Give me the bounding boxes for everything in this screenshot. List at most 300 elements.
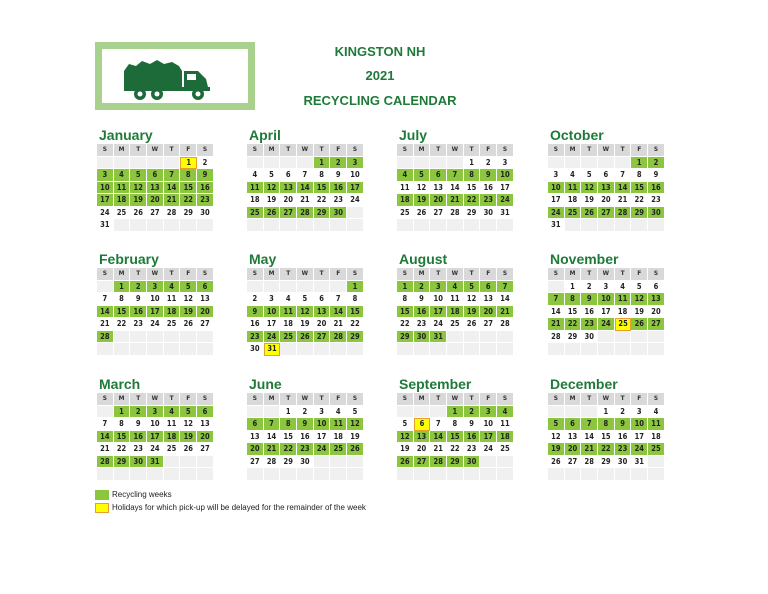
day-cell: 5 [581,169,598,182]
day-cell: 6 [197,406,214,419]
day-cell: 8 [447,418,464,431]
empty-cell [197,456,214,469]
day-cell: 21 [497,306,514,319]
day-cell: 16 [464,431,481,444]
weekday-header: S [197,393,214,406]
day-cell: 10 [430,293,447,306]
day-cell: 19 [581,194,598,207]
month-name: May [249,251,277,267]
day-cell: 31 [430,331,447,344]
day-cell: 25 [280,331,297,344]
day-cell: 21 [548,318,565,331]
day-cell: 14 [548,306,565,319]
empty-cell [480,468,497,481]
day-cell: 24 [631,443,648,456]
day-cell: 20 [247,443,264,456]
day-cell: 29 [565,331,582,344]
weekday-header: T [430,268,447,281]
calendar-subtitle: RECYCLING CALENDAR [303,93,457,108]
weekday-header: S [347,144,364,157]
day-cell: 27 [280,207,297,220]
day-cell: 23 [581,318,598,331]
day-cell: 14 [264,431,281,444]
weekday-header: F [180,144,197,157]
day-cell: 18 [164,306,181,319]
empty-cell [648,219,665,232]
empty-cell [130,219,147,232]
day-cell: 13 [314,306,331,319]
empty-cell [430,157,447,170]
day-cell: 20 [430,194,447,207]
day-cell: 15 [447,431,464,444]
empty-cell [164,468,181,481]
day-cell: 26 [180,318,197,331]
day-cell: 23 [247,331,264,344]
day-cell: 21 [615,194,632,207]
empty-cell [264,468,281,481]
day-cell: 11 [114,182,131,195]
day-cell: 14 [297,182,314,195]
day-cell: 24 [147,443,164,456]
month-grid [97,268,214,356]
day-cell: 9 [615,418,632,431]
empty-cell [631,468,648,481]
empty-cell [648,456,665,469]
weekday-header: W [447,393,464,406]
day-cell: 4 [615,281,632,294]
day-cell: 1 [598,406,615,419]
weekday-header: T [464,144,481,157]
day-cell: 23 [648,194,665,207]
empty-cell [565,343,582,356]
weekday-header: W [147,393,164,406]
empty-cell [147,157,164,170]
day-cell: 25 [164,318,181,331]
day-cell: 26 [548,456,565,469]
day-cell: 7 [447,169,464,182]
day-cell: 8 [180,169,197,182]
day-cell: 24 [480,443,497,456]
month-february [97,251,214,356]
day-cell: 12 [581,182,598,195]
day-cell: 20 [147,194,164,207]
day-cell: 28 [297,207,314,220]
empty-cell [615,157,632,170]
empty-cell [114,157,131,170]
day-cell: 2 [464,406,481,419]
day-cell: 31 [548,219,565,232]
day-cell: 28 [97,456,114,469]
empty-cell [430,468,447,481]
day-cell: 23 [464,443,481,456]
empty-cell [480,219,497,232]
empty-cell [347,219,364,232]
day-cell: 13 [480,293,497,306]
day-cell: 19 [180,306,197,319]
day-cell: 19 [264,194,281,207]
day-cell: 30 [414,331,431,344]
month-name: March [99,376,141,392]
day-cell: 19 [548,443,565,456]
month-name: August [399,251,448,267]
month-grid [97,393,214,481]
day-cell: 21 [264,443,281,456]
weekday-header: M [114,268,131,281]
day-cell: 30 [297,456,314,469]
weekday-header: W [297,144,314,157]
day-cell: 28 [164,207,181,220]
empty-cell [480,456,497,469]
empty-cell [548,281,565,294]
empty-cell [147,219,164,232]
day-cell: 22 [464,194,481,207]
day-cell: 6 [648,281,665,294]
day-cell: 22 [314,194,331,207]
day-cell: 2 [247,293,264,306]
weekday-header: T [164,393,181,406]
empty-cell [297,281,314,294]
weekday-header: S [648,144,665,157]
day-cell: 11 [648,418,665,431]
day-cell: 17 [264,318,281,331]
day-cell: 7 [330,293,347,306]
empty-cell [497,456,514,469]
day-cell: 17 [548,194,565,207]
day-cell: 27 [197,318,214,331]
day-cell: 15 [565,306,582,319]
empty-cell [464,468,481,481]
day-cell: 28 [447,207,464,220]
day-cell: 1 [114,281,131,294]
day-cell: 25 [648,443,665,456]
weekday-header: W [147,144,164,157]
empty-cell [280,219,297,232]
day-cell: 10 [497,169,514,182]
day-cell: 25 [247,207,264,220]
empty-cell [581,343,598,356]
day-cell: 30 [480,207,497,220]
day-cell: 28 [97,331,114,344]
empty-cell [414,157,431,170]
empty-cell [97,406,114,419]
month-name: July [399,127,428,143]
empty-cell [247,468,264,481]
month-october [548,127,665,232]
empty-cell [430,406,447,419]
day-cell: 28 [615,207,632,220]
empty-cell [397,157,414,170]
empty-cell [164,331,181,344]
day-cell: 6 [197,281,214,294]
day-cell: 13 [280,182,297,195]
weekday-header: W [147,268,164,281]
day-cell: 9 [330,169,347,182]
day-cell: 4 [565,169,582,182]
day-cell: 10 [347,169,364,182]
month-september [397,376,514,481]
day-cell: 5 [264,169,281,182]
weekday-header: F [631,144,648,157]
empty-cell [615,343,632,356]
empty-cell [430,219,447,232]
month-name: June [249,376,282,392]
day-cell: 29 [347,331,364,344]
weekday-header: S [397,268,414,281]
empty-cell [314,468,331,481]
day-cell: 29 [397,331,414,344]
empty-cell [480,343,497,356]
empty-cell [631,343,648,356]
empty-cell [297,157,314,170]
legend-holiday [95,502,366,514]
weekday-header: T [164,268,181,281]
weekday-header: T [314,144,331,157]
empty-cell [180,331,197,344]
weekday-header: S [247,268,264,281]
day-cell: 15 [397,306,414,319]
day-cell: 6 [280,169,297,182]
day-cell: 27 [247,456,264,469]
day-cell: 8 [114,418,131,431]
day-cell: 21 [97,318,114,331]
day-cell: 9 [648,169,665,182]
weekday-header: T [430,393,447,406]
empty-cell [347,343,364,356]
month-grid [548,268,665,356]
weekday-header: T [581,144,598,157]
empty-cell [581,157,598,170]
day-cell: 27 [480,318,497,331]
empty-cell [598,157,615,170]
day-cell: 28 [497,318,514,331]
weekday-header: W [447,144,464,157]
day-cell: 23 [480,194,497,207]
day-cell: 16 [648,182,665,195]
weekday-header: S [197,268,214,281]
empty-cell [397,468,414,481]
day-cell: 10 [147,418,164,431]
day-cell: 28 [330,331,347,344]
day-cell: 30 [247,343,264,356]
day-cell: 6 [430,169,447,182]
day-cell: 12 [297,306,314,319]
month-july [397,127,514,232]
day-cell: 20 [565,443,582,456]
day-cell: 22 [565,318,582,331]
day-cell: 19 [397,443,414,456]
day-cell: 13 [414,431,431,444]
day-cell: 16 [130,306,147,319]
month-grid [247,268,364,356]
empty-cell [430,343,447,356]
day-cell: 13 [197,293,214,306]
empty-cell [164,343,181,356]
day-cell: 25 [114,207,131,220]
day-cell: 13 [430,182,447,195]
day-cell: 19 [347,431,364,444]
weekday-header: F [180,393,197,406]
day-cell: 2 [480,157,497,170]
weekday-header: S [548,268,565,281]
month-grid [397,144,514,232]
day-cell: 18 [280,318,297,331]
day-cell: 16 [581,306,598,319]
empty-cell [565,406,582,419]
empty-cell [397,343,414,356]
weekday-header: M [414,393,431,406]
weekday-header: F [480,393,497,406]
day-cell: 7 [581,418,598,431]
day-cell: 9 [197,169,214,182]
day-cell: 8 [631,169,648,182]
month-grid [548,393,665,481]
day-cell: 13 [598,182,615,195]
weekday-header: T [581,268,598,281]
empty-cell [565,157,582,170]
empty-cell [114,331,131,344]
weekday-header: W [297,268,314,281]
empty-cell [164,157,181,170]
day-cell: 5 [631,281,648,294]
weekday-header: T [581,393,598,406]
day-cell: 21 [97,443,114,456]
weekday-header: S [648,393,665,406]
day-cell: 27 [197,443,214,456]
weekday-header: M [565,268,582,281]
day-cell: 4 [164,281,181,294]
day-cell: 7 [615,169,632,182]
weekday-header: T [130,393,147,406]
empty-cell [147,343,164,356]
month-name: February [99,251,159,267]
day-cell: 7 [430,418,447,431]
day-cell: 23 [130,443,147,456]
day-cell: 6 [247,418,264,431]
weekday-header: T [314,268,331,281]
empty-cell [97,343,114,356]
day-cell: 2 [581,281,598,294]
empty-cell [247,406,264,419]
weekday-header: T [130,144,147,157]
day-cell: 3 [147,406,164,419]
day-cell: 12 [347,418,364,431]
day-cell: 12 [548,431,565,444]
empty-cell [414,406,431,419]
weekday-header: F [480,144,497,157]
weekday-header: S [247,144,264,157]
empty-cell [447,343,464,356]
empty-cell [497,331,514,344]
weekday-header: M [565,393,582,406]
empty-cell [297,219,314,232]
empty-cell [130,157,147,170]
day-cell: 22 [114,443,131,456]
empty-cell [197,219,214,232]
month-december [548,376,665,481]
empty-cell [330,456,347,469]
empty-cell [397,406,414,419]
day-cell: 9 [581,293,598,306]
weekday-header: T [464,393,481,406]
day-cell: 27 [314,331,331,344]
day-cell: 4 [247,169,264,182]
empty-cell [464,331,481,344]
empty-cell [631,331,648,344]
weekday-header: T [164,144,181,157]
day-cell: 26 [581,207,598,220]
day-cell: 3 [430,281,447,294]
weekday-header: T [615,144,632,157]
day-cell: 29 [447,456,464,469]
day-cell: 5 [130,169,147,182]
day-cell: 1 [314,157,331,170]
day-cell: 16 [247,318,264,331]
weekday-header: T [280,144,297,157]
day-cell: 31 [147,456,164,469]
day-cell: 29 [114,456,131,469]
logo-frame [102,49,248,103]
empty-cell [548,468,565,481]
day-cell: 3 [147,281,164,294]
day-cell: 21 [164,194,181,207]
day-cell: 22 [598,443,615,456]
empty-cell [347,468,364,481]
day-cell: 6 [314,293,331,306]
day-cell: 15 [464,182,481,195]
day-cell: 26 [130,207,147,220]
day-cell: 9 [480,169,497,182]
day-cell: 19 [631,306,648,319]
day-cell: 14 [497,293,514,306]
weekday-header: S [97,393,114,406]
day-cell: 14 [430,431,447,444]
day-cell: 11 [247,182,264,195]
day-cell: 23 [414,318,431,331]
empty-cell [464,343,481,356]
empty-cell [197,468,214,481]
empty-cell [330,281,347,294]
day-cell: 5 [464,281,481,294]
weekday-header: T [430,144,447,157]
empty-cell [598,219,615,232]
month-name: September [399,376,472,392]
empty-cell [598,468,615,481]
day-cell: 18 [648,431,665,444]
day-cell: 19 [414,194,431,207]
day-cell: 24 [347,194,364,207]
day-cell: 24 [497,194,514,207]
day-cell: 24 [314,443,331,456]
day-cell: 30 [648,207,665,220]
day-cell: 20 [598,194,615,207]
day-cell: 5 [397,418,414,431]
empty-cell [464,219,481,232]
day-cell: 14 [615,182,632,195]
weekday-header: F [180,268,197,281]
day-cell: 23 [615,443,632,456]
month-grid [247,144,364,232]
empty-cell [114,219,131,232]
empty-cell [180,456,197,469]
day-cell: 5 [180,281,197,294]
day-cell: 9 [464,418,481,431]
day-cell: 16 [414,306,431,319]
day-cell: 14 [447,182,464,195]
weekday-header: M [264,393,281,406]
day-cell: 10 [264,306,281,319]
day-cell: 25 [164,443,181,456]
weekday-header: S [648,268,665,281]
